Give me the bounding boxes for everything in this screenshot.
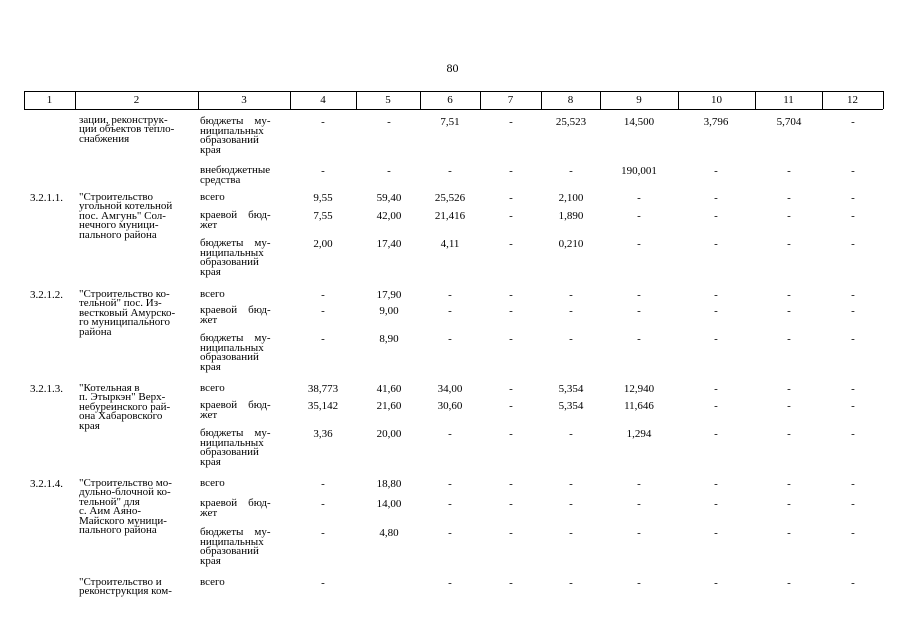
value-cell: - <box>509 289 513 301</box>
value-cell: - <box>851 210 855 222</box>
funding-source-line: края <box>200 360 221 373</box>
value-cell: - <box>569 289 573 301</box>
funding-source-line: бюджеты му- <box>200 332 271 344</box>
value-cell: 2,100 <box>558 192 584 204</box>
value-cell: - <box>637 527 641 539</box>
value-cell: - <box>509 577 513 589</box>
value-cell: - <box>387 165 391 177</box>
funding-source-line: ниципальных <box>200 341 264 354</box>
funding-source-line: края <box>200 265 221 278</box>
item-name-line: с. Аим Аяно- <box>79 505 141 518</box>
item-name-line: "Котельная в <box>79 382 140 394</box>
value-cell: - <box>509 400 513 412</box>
value-cell: - <box>637 478 641 490</box>
value-cell: 1,890 <box>558 210 584 222</box>
value-cell: 5,354 <box>558 383 584 395</box>
value-cell: - <box>787 428 791 440</box>
value-cell: 18,80 <box>376 478 402 490</box>
value-cell: - <box>569 305 573 317</box>
value-cell: - <box>714 333 718 345</box>
value-cell: 25,523 <box>555 116 587 128</box>
item-name-line: "Строительство мо- <box>79 477 172 489</box>
funding-source-line: краевой бюд- <box>200 304 271 316</box>
value-cell: - <box>787 289 791 301</box>
funding-source-line: внебюджетные <box>200 164 271 176</box>
value-cell: 5,704 <box>776 116 802 128</box>
item-name-line: "Строительство <box>79 191 154 203</box>
item-name-line: дульно-блочной ко- <box>79 486 171 499</box>
item-name-line: нечного муници- <box>79 219 159 232</box>
funding-source-line: жет <box>200 408 218 421</box>
value-cell: - <box>321 116 325 128</box>
column-number: 2 <box>133 94 140 106</box>
funding-source-line: всего <box>200 382 225 394</box>
value-cell: - <box>569 165 573 177</box>
value-cell: - <box>448 428 452 440</box>
value-cell: - <box>714 165 718 177</box>
value-cell: 12,940 <box>623 383 655 395</box>
value-cell: - <box>714 498 718 510</box>
column-number: 9 <box>636 94 642 106</box>
funding-source-line: края <box>200 554 221 567</box>
value-cell: 20,00 <box>376 428 402 440</box>
item-name-line: края <box>79 419 100 432</box>
item-name-line: ции объектов тепло- <box>79 123 175 136</box>
funding-source-line: жет <box>200 313 218 326</box>
value-cell: - <box>787 498 791 510</box>
value-cell: - <box>637 577 641 589</box>
value-cell: - <box>851 400 855 412</box>
value-cell: - <box>509 428 513 440</box>
value-cell: - <box>387 116 391 128</box>
item-name-line: пос. Амгунь" Сол- <box>79 209 166 222</box>
value-cell: - <box>448 498 452 510</box>
value-cell: - <box>569 577 573 589</box>
funding-source-line: края <box>200 455 221 468</box>
value-cell: - <box>851 577 855 589</box>
value-cell: 3,796 <box>703 116 729 128</box>
item-name-line: снабжения <box>79 132 130 145</box>
value-cell: 0,210 <box>558 238 584 250</box>
value-cell: 41,60 <box>376 383 402 395</box>
value-cell: - <box>509 478 513 490</box>
value-cell: - <box>321 305 325 317</box>
value-cell: - <box>448 305 452 317</box>
value-cell: - <box>787 333 791 345</box>
item-name-line: она Хабаровского <box>79 410 163 423</box>
item-name-line: вестковый Амурско- <box>79 306 176 319</box>
value-cell: - <box>321 165 325 177</box>
funding-source-line: жет <box>200 506 218 519</box>
value-cell: - <box>851 116 855 128</box>
funding-source-line: средства <box>200 173 241 186</box>
funding-source-line: всего <box>200 191 225 203</box>
value-cell: 14,00 <box>376 498 402 510</box>
value-cell: - <box>787 305 791 317</box>
value-cell: - <box>851 527 855 539</box>
value-cell: - <box>569 478 573 490</box>
value-cell: - <box>714 289 718 301</box>
value-cell: - <box>509 238 513 250</box>
value-cell: - <box>448 527 452 539</box>
column-number: 12 <box>847 94 858 106</box>
value-cell: - <box>321 289 325 301</box>
item-name-line: района <box>79 325 112 338</box>
value-cell: - <box>637 238 641 250</box>
value-cell: - <box>448 289 452 301</box>
item-name-line: "Строительство ко- <box>79 288 170 300</box>
value-cell: - <box>448 577 452 589</box>
funding-source-line: ниципальных <box>200 436 264 449</box>
page-number: 80 <box>446 61 459 75</box>
column-number: 7 <box>507 94 514 106</box>
value-cell: - <box>851 238 855 250</box>
value-cell: 11,646 <box>624 400 654 412</box>
value-cell: - <box>714 383 718 395</box>
value-cell: - <box>787 400 791 412</box>
item-name-line: п. Этыркэн" Верх- <box>79 391 166 404</box>
value-cell: - <box>509 383 513 395</box>
item-name-line: небуреинского рай- <box>79 400 171 413</box>
column-number: 11 <box>783 94 794 106</box>
value-cell: 17,90 <box>376 289 402 301</box>
value-cell: - <box>637 333 641 345</box>
value-cell: - <box>787 478 791 490</box>
funding-source-line: всего <box>200 477 225 489</box>
value-cell: - <box>321 478 325 490</box>
funding-source-line: краевой бюд- <box>200 497 271 509</box>
value-cell: - <box>851 192 855 204</box>
value-cell: - <box>787 577 791 589</box>
value-cell: - <box>448 333 452 345</box>
header-bottom-rule <box>24 109 883 110</box>
funding-source-line: краевой бюд- <box>200 399 271 411</box>
value-cell: 35,142 <box>307 400 339 412</box>
value-cell: - <box>714 305 718 317</box>
item-name-line: Майского муници- <box>79 514 167 527</box>
value-cell: - <box>509 498 513 510</box>
value-cell: - <box>509 333 513 345</box>
value-cell: 25,526 <box>434 192 466 204</box>
value-cell: 30,60 <box>437 400 463 412</box>
value-cell: 8,90 <box>379 333 399 345</box>
value-cell: - <box>787 210 791 222</box>
value-cell: 4,11 <box>440 238 460 250</box>
funding-source-line: образований <box>200 351 259 364</box>
item-code: 3.2.1.2. <box>30 289 63 301</box>
value-cell: - <box>714 210 718 222</box>
value-cell: - <box>509 210 513 222</box>
value-cell: 14,500 <box>623 116 655 128</box>
value-cell: - <box>448 478 452 490</box>
value-cell: - <box>569 527 573 539</box>
value-cell: - <box>787 165 791 177</box>
funding-source-line: бюджеты му- <box>200 427 271 439</box>
value-cell: 7,55 <box>313 210 333 222</box>
value-cell: - <box>448 165 452 177</box>
value-cell: - <box>851 428 855 440</box>
funding-source-line: краевой бюд- <box>200 209 271 221</box>
value-cell: 9,00 <box>379 305 399 317</box>
funding-source-line: всего <box>200 576 225 588</box>
value-cell: - <box>787 192 791 204</box>
funding-source-line: бюджеты му- <box>200 115 271 127</box>
value-cell: - <box>714 400 718 412</box>
value-cell: - <box>851 498 855 510</box>
value-cell: - <box>637 210 641 222</box>
value-cell: - <box>321 333 325 345</box>
value-cell: - <box>851 383 855 395</box>
value-cell: - <box>509 527 513 539</box>
value-cell: 17,40 <box>376 238 402 250</box>
item-code: 3.2.1.4. <box>30 478 63 490</box>
value-cell: - <box>569 498 573 510</box>
value-cell: 38,773 <box>307 383 339 395</box>
funding-source-line: ниципальных <box>200 246 264 259</box>
value-cell: 7,51 <box>440 116 460 128</box>
value-cell: - <box>509 116 513 128</box>
value-cell: 4,80 <box>379 527 399 539</box>
value-cell: - <box>637 305 641 317</box>
value-cell: 34,00 <box>437 383 463 395</box>
value-cell: - <box>637 192 641 204</box>
value-cell: 9,55 <box>313 192 333 204</box>
item-name-line: зации, реконструк- <box>79 114 168 126</box>
item-code: 3.2.1.3. <box>30 383 63 395</box>
value-cell: - <box>569 333 573 345</box>
value-cell: - <box>714 478 718 490</box>
item-name-line: реконструкция ком- <box>79 585 172 598</box>
column-number: 8 <box>567 94 574 106</box>
column-number: 3 <box>241 94 247 106</box>
value-cell: - <box>321 577 325 589</box>
value-cell: - <box>637 498 641 510</box>
funding-source-line: бюджеты му- <box>200 526 271 538</box>
value-cell: - <box>509 305 513 317</box>
funding-source-line: образований <box>200 446 259 459</box>
value-cell: 21,60 <box>376 400 402 412</box>
value-cell: - <box>321 498 325 510</box>
value-cell: - <box>787 527 791 539</box>
value-cell: 21,416 <box>434 210 466 222</box>
column-number: 10 <box>711 94 722 106</box>
value-cell: - <box>714 527 718 539</box>
value-cell: - <box>787 383 791 395</box>
funding-source-line: края <box>200 143 221 156</box>
value-cell: - <box>714 238 718 250</box>
funding-source-line: ниципальных <box>200 535 264 548</box>
funding-source-line: бюджеты му- <box>200 237 271 249</box>
value-cell: - <box>714 577 718 589</box>
value-cell: - <box>321 527 325 539</box>
value-cell: 42,00 <box>376 210 402 222</box>
funding-source-line: ниципальных <box>200 124 264 137</box>
item-name-line: тельной" для <box>79 495 140 508</box>
value-cell: 2,00 <box>313 238 333 250</box>
value-cell: - <box>509 165 513 177</box>
value-cell: 5,354 <box>558 400 584 412</box>
column-divider <box>883 91 884 109</box>
column-number: 1 <box>46 94 53 106</box>
funding-source-line: всего <box>200 288 225 300</box>
column-number: 5 <box>385 94 391 106</box>
item-name-line: го муниципального <box>79 316 170 329</box>
funding-source-line: образований <box>200 134 259 147</box>
funding-source-line: образований <box>200 545 259 558</box>
item-code: 3.2.1.1. <box>30 192 63 204</box>
value-cell: 59,40 <box>376 192 402 204</box>
value-cell: - <box>851 333 855 345</box>
item-name-line: тельной" пос. Из- <box>79 297 162 310</box>
funding-source-line: образований <box>200 256 259 269</box>
value-cell: - <box>851 305 855 317</box>
value-cell: - <box>569 428 573 440</box>
value-cell: - <box>637 289 641 301</box>
item-name-line: пального района <box>79 228 157 241</box>
column-number: 4 <box>320 94 326 106</box>
value-cell: - <box>787 238 791 250</box>
item-name-line: пального района <box>79 524 157 536</box>
column-number: 6 <box>447 94 453 106</box>
value-cell: - <box>851 289 855 301</box>
value-cell: - <box>851 165 855 177</box>
item-name-line: "Строительство и <box>79 576 162 588</box>
value-cell: 3,36 <box>313 428 333 440</box>
value-cell: - <box>714 192 718 204</box>
item-name-line: угольной котельной <box>79 200 173 213</box>
value-cell: - <box>509 192 513 204</box>
funding-source-line: жет <box>200 218 218 231</box>
value-cell: 190,001 <box>621 165 657 177</box>
value-cell: 1,294 <box>626 428 652 440</box>
value-cell: - <box>714 428 718 440</box>
value-cell: - <box>851 478 855 490</box>
